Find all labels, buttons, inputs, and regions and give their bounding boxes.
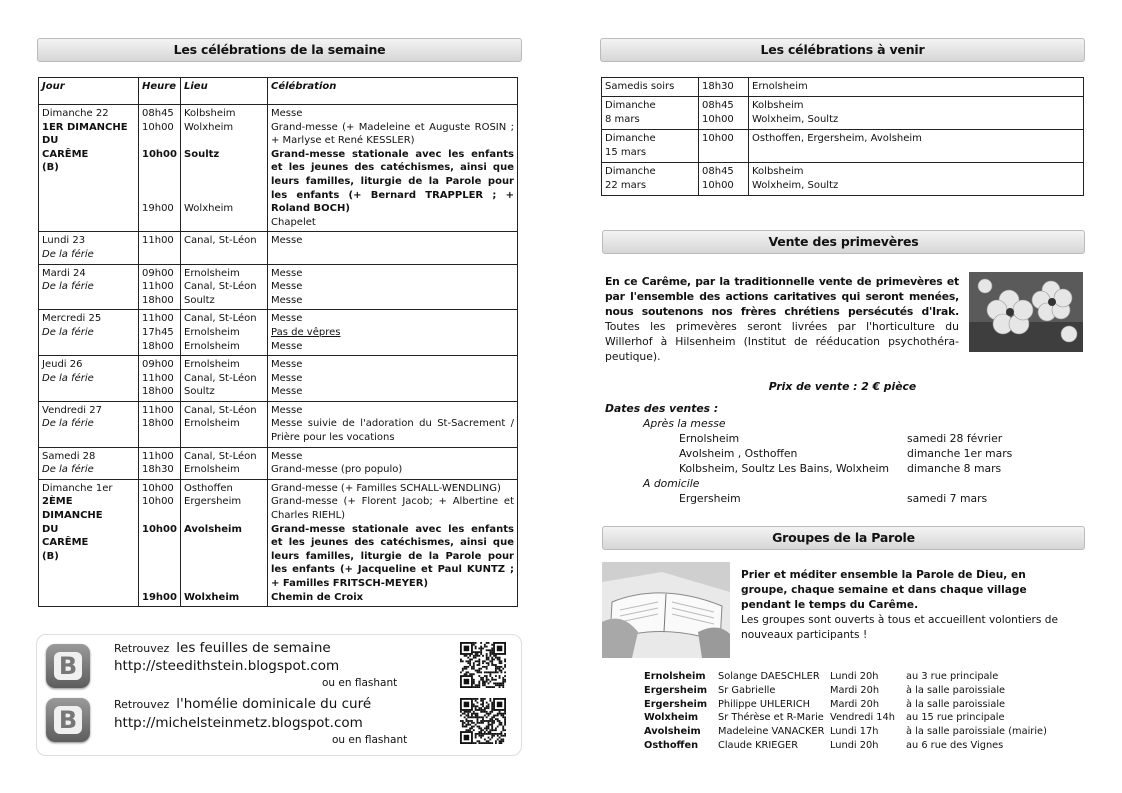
hour-value: 18h00 <box>142 294 174 306</box>
group-location: à la salle paroissiale (mairie) <box>906 726 1047 738</box>
hour-value: 18h00 <box>142 418 174 430</box>
celebration-value: Grand-messe stationale avec les enfants et les jeunes des catéchismes, ainsi que leurs familles, liturgie de la Parole pour les enfants (+ Jacqueline et Paul KUNTZ ; + Familles FRITSCH-MEYER) <box>271 523 514 589</box>
day-label: Samedi 28 <box>42 450 96 462</box>
sale-row <box>679 461 1012 476</box>
blog-line-2: Retrouvez l'homélie dominicale du curé <box>114 696 372 712</box>
upcoming-day <box>602 78 699 97</box>
place-value: Soultz <box>184 148 220 160</box>
section-banner-week: Les célébrations de la semaine <box>37 38 522 62</box>
celebration-cell <box>268 264 518 310</box>
place-cell <box>181 479 268 606</box>
sales-title: Dates des ventes : <box>605 402 719 415</box>
upcoming-date: 8 mars <box>605 114 640 125</box>
upcoming-hour: 08h45 <box>702 100 734 111</box>
day-cell <box>39 447 139 479</box>
place-value: Ernolsheim <box>184 464 240 476</box>
upcoming-day-label: Dimanche <box>605 133 656 144</box>
group-leader: Solange DAESCHLER <box>718 671 820 682</box>
place-cell <box>181 105 268 232</box>
celebration-value: Messe <box>271 313 303 325</box>
hour-cell <box>139 264 181 310</box>
hour-value: 18h30 <box>142 464 174 476</box>
upcoming-place: Wolxheim, Soultz <box>752 180 839 191</box>
day-cell <box>39 232 139 264</box>
place-value: Kolbsheim <box>184 108 236 119</box>
celebration-cell <box>268 232 518 264</box>
groupes-text: Prier et méditer ensemble la Parole de Dieu, en groupe, chaque semaine et dans chaque village pendant le temps du Carême. Les groupes sont ouverts à tous et accueillent volontiers de nouveaux participants ! <box>741 569 1058 641</box>
price-text: Prix de vente : 2 € pièce <box>768 380 917 393</box>
upcoming-hour: 10h00 <box>702 180 734 191</box>
upcoming-hours <box>699 97 749 130</box>
table-row <box>39 356 518 402</box>
hour-value: 19h00 <box>142 591 177 603</box>
table-row <box>39 105 518 232</box>
blogger-icon[interactable]: B <box>46 698 90 742</box>
table-row <box>39 479 518 606</box>
place-value: Ergersheim <box>184 496 242 508</box>
day-cell <box>39 264 139 310</box>
hour-value: 10h00 <box>142 482 174 494</box>
upcoming-row <box>602 78 1084 97</box>
celebration-value: Grand-messe (+ Florent Jacob; + Albertine et Charles RIEHL) <box>271 496 514 522</box>
hour-value: 10h00 <box>142 496 174 508</box>
place-value: Ernolsheim <box>184 340 240 352</box>
blog-line-1: Retrouvez les feuilles de semaine <box>114 640 331 656</box>
groups-table <box>644 670 1051 753</box>
bible-reading-photo <box>602 562 730 658</box>
blog-title: les feuilles de semaine <box>176 640 331 656</box>
primrose-photo <box>969 272 1083 352</box>
group-place: Wolxheim <box>644 712 699 724</box>
celebration-value: Messe <box>271 359 303 371</box>
celebration-cell <box>268 401 518 447</box>
upcoming-place: Kolbsheim <box>752 100 804 111</box>
col-header-heure: Heure <box>139 78 181 105</box>
section-banner-groupes: Groupes de la Parole <box>602 526 1085 550</box>
place-value: Ernolsheim <box>184 267 240 279</box>
hour-cell <box>139 401 181 447</box>
hour-cell <box>139 479 181 606</box>
sale-date: dimanche 1er mars <box>907 447 1013 460</box>
hour-value: 11h00 <box>142 235 174 247</box>
celebration-value: Messe <box>271 294 303 306</box>
group-row <box>644 711 1051 725</box>
place-value: Osthoffen <box>184 482 233 494</box>
sale-place: Ergersheim <box>679 492 741 505</box>
hour-value: 19h00 <box>142 203 174 215</box>
upcoming-date: 15 mars <box>605 147 647 158</box>
celebration-value: Grand-messe (pro populo) <box>271 464 403 476</box>
sale-place: Avolsheim , Osthoffen <box>679 447 798 460</box>
sales-dates <box>605 401 1065 506</box>
day-label: 2ÈME DIMANCHE <box>42 496 103 522</box>
day-subtitle: De la férie <box>42 418 94 430</box>
upcoming-hour: 10h00 <box>702 114 734 125</box>
day-cell <box>39 401 139 447</box>
sale-row <box>679 446 1012 461</box>
upcoming-places <box>749 78 1084 97</box>
place-value: Avolsheim <box>184 523 242 535</box>
celebration-cell <box>268 479 518 606</box>
sale-place: Kolbsheim, Soultz Les Bains, Wolxheim <box>679 462 890 475</box>
hour-value: 11h00 <box>142 372 174 384</box>
day-subtitle: De la férie <box>42 326 94 338</box>
blog-url-link[interactable]: http://steedithstein.blogspot.com <box>114 658 340 674</box>
place-cell <box>181 401 268 447</box>
table-row <box>39 401 518 447</box>
upcoming-day <box>602 97 699 130</box>
place-value: Ernolsheim <box>184 326 240 338</box>
upcoming-hours <box>699 78 749 97</box>
sale-row <box>679 431 1012 446</box>
group-time: Mardi 20h <box>830 684 880 696</box>
col-header-lieu: Lieu <box>181 78 268 105</box>
table-row <box>39 264 518 310</box>
upcoming-places <box>749 97 1084 130</box>
day-cell <box>39 310 139 356</box>
day-label: Dimanche 1er <box>42 482 113 494</box>
col-header-jour: Jour <box>39 78 139 105</box>
place-value: Canal, St-Léon <box>184 313 257 325</box>
hour-value: 17h45 <box>142 326 174 338</box>
group-time: Lundi 20h <box>830 671 879 682</box>
upcoming-place: Osthoffen, Ergersheim, Avolsheim <box>752 133 922 144</box>
place-value: Wolxheim <box>184 591 240 603</box>
hour-value: 11h00 <box>142 281 174 293</box>
celebration-value: Messe <box>271 108 303 119</box>
hour-cell <box>139 232 181 264</box>
table-row <box>39 447 518 479</box>
hour-value: 11h00 <box>142 450 174 462</box>
day-cell <box>39 479 139 606</box>
group-row <box>644 670 1051 684</box>
upcoming-hour: 18h30 <box>702 81 734 92</box>
group-leader: Philippe UHLERICH <box>718 698 810 710</box>
qr-code-icon[interactable] <box>460 642 506 688</box>
sale-place: Ernolsheim <box>679 432 740 445</box>
day-label: Mercredi 25 <box>42 313 102 325</box>
day-subtitle: De la férie <box>42 372 94 384</box>
place-value: Canal, St-Léon <box>184 235 257 247</box>
group-place: Avolsheim <box>644 726 701 738</box>
day-label: (B) <box>42 162 59 174</box>
day-cell <box>39 105 139 232</box>
place-value: Canal, St-Léon <box>184 404 257 416</box>
day-label: Lundi 23 <box>42 235 86 247</box>
hour-value: 10h00 <box>142 121 174 133</box>
sale-date: samedi 7 mars <box>907 492 988 505</box>
celebration-value: Pas de vêpres <box>271 326 341 338</box>
celebration-value: Chemin de Croix <box>271 591 364 603</box>
hour-value: 08h45 <box>142 108 174 119</box>
group-place: Osthoffen <box>644 739 699 751</box>
group-location: au 3 rue principale <box>906 671 999 682</box>
group-leader: Sr Thérèse et R-Marie <box>718 712 824 724</box>
day-label: CARÊME <box>42 537 89 549</box>
day-subtitle: De la férie <box>42 464 94 476</box>
section-banner-primeveres: Vente des primevères <box>602 230 1085 254</box>
sales-home-label: A domicile <box>643 477 700 490</box>
upcoming-place: Kolbsheim <box>752 166 804 177</box>
group-location: au 6 rue des Vignes <box>906 739 1004 751</box>
place-cell <box>181 310 268 356</box>
upcoming-row <box>602 163 1084 196</box>
group-place: Ernolsheim <box>644 671 706 682</box>
hour-cell <box>139 447 181 479</box>
sales-after-label: Après la messe <box>643 417 726 430</box>
day-subtitle: De la férie <box>42 281 94 293</box>
upcoming-hour: 08h45 <box>702 166 734 177</box>
group-time: Vendredi 14h <box>830 712 895 724</box>
day-label: (B) <box>42 550 59 562</box>
primeveres-text: En ce Carême, par la traditionnelle vente de primevères et par l'ensemble des actions caritatives qui seront menées, nous soutenons nos frères chrétiens persécutés d'Irak. Toutes les primevères seront livrées par l'horticulture du Willerhof à Hilsenheim (Institut de rééducation psychothéra-peutique). <box>605 275 959 363</box>
group-row <box>644 739 1051 753</box>
celebration-value: Messe <box>271 450 303 462</box>
hour-value: 09h00 <box>142 359 174 371</box>
celebration-cell <box>268 356 518 402</box>
hour-value: 10h00 <box>142 148 177 160</box>
schedule-table <box>38 77 518 607</box>
group-row <box>644 698 1051 712</box>
place-cell <box>181 264 268 310</box>
blog-url-link[interactable]: http://michelsteinmetz.blogspot.com <box>114 715 363 731</box>
group-time: Lundi 17h <box>830 726 879 738</box>
celebration-cell <box>268 447 518 479</box>
upcoming-day <box>602 163 699 196</box>
upcoming-hours <box>699 130 749 163</box>
place-cell <box>181 447 268 479</box>
sale-date: dimanche 8 mars <box>907 462 1002 475</box>
celebration-value: Messe <box>271 386 303 398</box>
celebration-value: Messe suivie de l'adoration du St-Sacrement / Prière pour les vocations <box>271 418 514 444</box>
celebration-cell <box>268 310 518 356</box>
upcoming-row <box>602 130 1084 163</box>
place-value: Wolxheim <box>184 121 234 133</box>
upcoming-day-label: Dimanche <box>605 100 656 111</box>
qr-code-icon[interactable] <box>460 698 506 744</box>
day-subtitle: De la férie <box>42 248 94 260</box>
upcoming-hours <box>699 163 749 196</box>
upcoming-day-label: Dimanche <box>605 166 656 177</box>
group-leader: Claude KRIEGER <box>718 739 799 751</box>
upcoming-table <box>601 77 1084 196</box>
upcoming-day-label: Samedis soirs <box>605 81 675 92</box>
table-row <box>39 310 518 356</box>
celebration-value: Grand-messe (+ Madeleine et Auguste ROSIN ; + Marlyse et René KESSLER) <box>271 121 514 147</box>
day-label: 1ER DIMANCHE <box>42 121 128 133</box>
upcoming-day <box>602 130 699 163</box>
day-label: CARÊME <box>42 148 89 160</box>
section-banner-upcoming: Les célébrations à venir <box>600 38 1085 62</box>
celebration-value: Messe <box>271 404 303 416</box>
group-leader: Madeleine VANACKER <box>718 726 825 738</box>
group-row <box>644 725 1051 739</box>
place-cell <box>181 356 268 402</box>
day-label: Mardi 24 <box>42 267 86 279</box>
hour-value: 09h00 <box>142 267 174 279</box>
hour-value: 11h00 <box>142 313 174 325</box>
upcoming-places <box>749 130 1084 163</box>
celebration-value: Grand-messe (+ Familles SCHALL-WENDLING) <box>271 482 501 494</box>
group-time: Mardi 20h <box>830 698 880 710</box>
celebration-value: Chapelet <box>271 216 316 228</box>
flash-note: ou en flashant <box>332 734 408 746</box>
hour-value: 18h00 <box>142 386 174 398</box>
day-label: Jeudi 26 <box>42 359 83 371</box>
flash-note: ou en flashant <box>322 677 398 689</box>
celebration-value: Messe <box>271 340 303 352</box>
group-leader: Sr Gabrielle <box>718 684 776 696</box>
hour-cell <box>139 105 181 232</box>
celebration-value: Messe <box>271 281 303 293</box>
place-value: Soultz <box>184 294 215 306</box>
upcoming-hour: 10h00 <box>702 133 734 144</box>
blogger-icon[interactable]: B <box>46 644 90 688</box>
place-cell <box>181 232 268 264</box>
day-label: DU <box>42 523 59 535</box>
place-value: Ernolsheim <box>184 418 240 430</box>
hour-cell <box>139 310 181 356</box>
group-place: Ergersheim <box>644 684 708 696</box>
group-location: à la salle paroissiale <box>906 684 1006 696</box>
sale-date: samedi 28 février <box>907 432 1003 445</box>
col-header-celebration: Célébration <box>268 78 518 105</box>
celebration-value: Messe <box>271 372 303 384</box>
place-value: Wolxheim <box>184 203 234 215</box>
place-value: Soultz <box>184 386 215 398</box>
day-cell <box>39 356 139 402</box>
celebration-value: Grand-messe stationale avec les enfants et les jeunes des catéchismes, ainsi que leurs familles, liturgie de la Parole pour les enfants (+ Bernard TRAPPLER ; + Roland BOCH) <box>271 148 514 215</box>
place-value: Ernolsheim <box>184 359 240 371</box>
group-location: à la salle paroissiale <box>906 698 1006 710</box>
group-location: au 15 rue principale <box>906 712 1005 724</box>
place-value: Canal, St-Léon <box>184 281 257 293</box>
day-label: Dimanche 22 <box>42 108 109 119</box>
blog-title: l'homélie dominicale du curé <box>176 696 372 712</box>
upcoming-row <box>602 97 1084 130</box>
group-place: Ergersheim <box>644 698 708 710</box>
day-label: Vendredi 27 <box>42 404 102 416</box>
celebration-value: Messe <box>271 267 303 279</box>
place-value: Canal, St-Léon <box>184 372 257 384</box>
sale-row <box>679 491 987 506</box>
place-value: Canal, St-Léon <box>184 450 257 462</box>
hour-value: 10h00 <box>142 523 177 535</box>
celebration-cell <box>268 105 518 232</box>
hour-value: 11h00 <box>142 404 174 416</box>
upcoming-place: Ernolsheim <box>752 81 808 92</box>
upcoming-places <box>749 163 1084 196</box>
upcoming-place: Wolxheim, Soultz <box>752 114 839 125</box>
upcoming-date: 22 mars <box>605 180 647 191</box>
hour-cell <box>139 356 181 402</box>
day-label: DU <box>42 135 59 147</box>
group-row <box>644 684 1051 698</box>
table-row <box>39 232 518 264</box>
celebration-value: Messe <box>271 235 303 247</box>
group-time: Lundi 20h <box>830 739 879 751</box>
hour-value: 18h00 <box>142 340 174 352</box>
